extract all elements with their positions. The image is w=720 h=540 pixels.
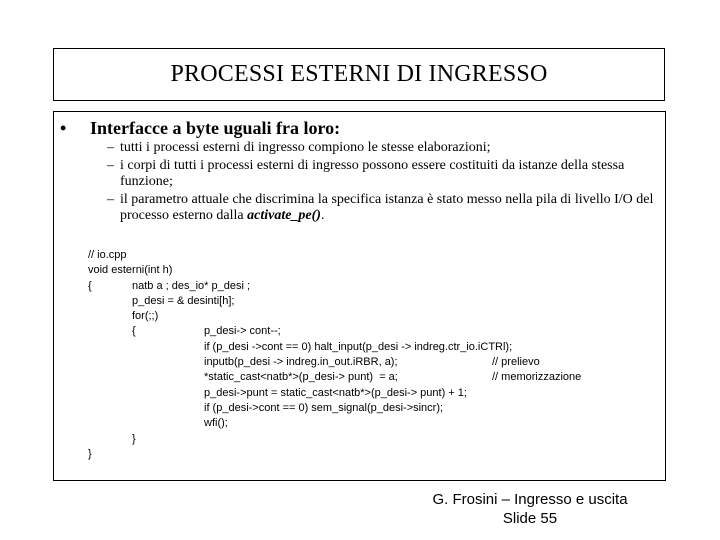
code-text: natb a ; des_io* p_desi ;	[132, 279, 251, 292]
code-text: p_desi->punt = static_cast<natb*>(p_desi-> punt) + 1;	[204, 386, 467, 399]
code-text: }	[132, 432, 136, 445]
code-text: if (p_desi ->cont == 0) halt_input(p_desi -> indreg.ctr_io.iCTRl);	[204, 340, 513, 353]
code-text: {	[132, 325, 136, 338]
sub-item-text	[120, 192, 658, 224]
sub-item	[68, 158, 658, 190]
sub-item-text: tutti i processi esterni di ingresso compiono le stesse elaborazioni;	[120, 140, 491, 155]
code-comment: // prelievo	[492, 356, 540, 369]
code-text: if (p_desi->cont == 0) sem_signal(p_desi->sincr);	[204, 401, 444, 414]
function-name: activate_pe()	[247, 208, 321, 223]
bullet-text: Interfacce a byte uguali fra loro:	[90, 118, 341, 138]
bullet-icon: •	[60, 118, 67, 138]
code-text: inputb(p_desi -> indreg.in_out.iRBR, a);	[204, 356, 398, 369]
code-text: // io.cpp	[88, 249, 127, 261]
code-text: for(;;)	[132, 310, 159, 323]
code-text: p_desi = & desinti[h];	[132, 294, 235, 307]
code-text: void esterni(int h)	[88, 264, 173, 277]
sub-item-prefix: il parametro attuale che discrimina la specifica istanza è stato messo nella pila di livello I/O del processo esterno dalla	[120, 192, 654, 223]
sub-item-text: i corpi di tutti i processi esterni di ingresso possono essere costituiti da istanze della stessa funzione;	[120, 158, 625, 189]
footer-author: G. Frosini – Ingresso e uscita	[432, 491, 628, 508]
code-text: {	[88, 279, 92, 292]
sub-item	[68, 192, 658, 224]
sub-list	[68, 140, 658, 226]
slide-footer	[400, 490, 660, 528]
code-text: *static_cast<natb*>(p_desi-> punt) = a;	[204, 371, 398, 384]
code-text: p_desi-> cont--;	[204, 325, 281, 338]
dash-icon: –	[107, 158, 114, 173]
footer-slide-number: Slide 55	[502, 510, 558, 527]
dash-icon: –	[107, 140, 114, 155]
code-comment: // memorizzazione	[492, 371, 582, 384]
dash-icon: –	[107, 192, 114, 207]
title-box	[53, 48, 665, 101]
content-box	[53, 111, 666, 481]
sub-item	[68, 140, 658, 156]
code-text: }	[88, 447, 92, 460]
main-bullet	[60, 118, 340, 139]
sub-item-suffix: .	[320, 208, 325, 223]
code-text: wfi();	[204, 417, 228, 430]
slide-title: PROCESSI ESTERNI DI INGRESSO	[170, 61, 548, 87]
